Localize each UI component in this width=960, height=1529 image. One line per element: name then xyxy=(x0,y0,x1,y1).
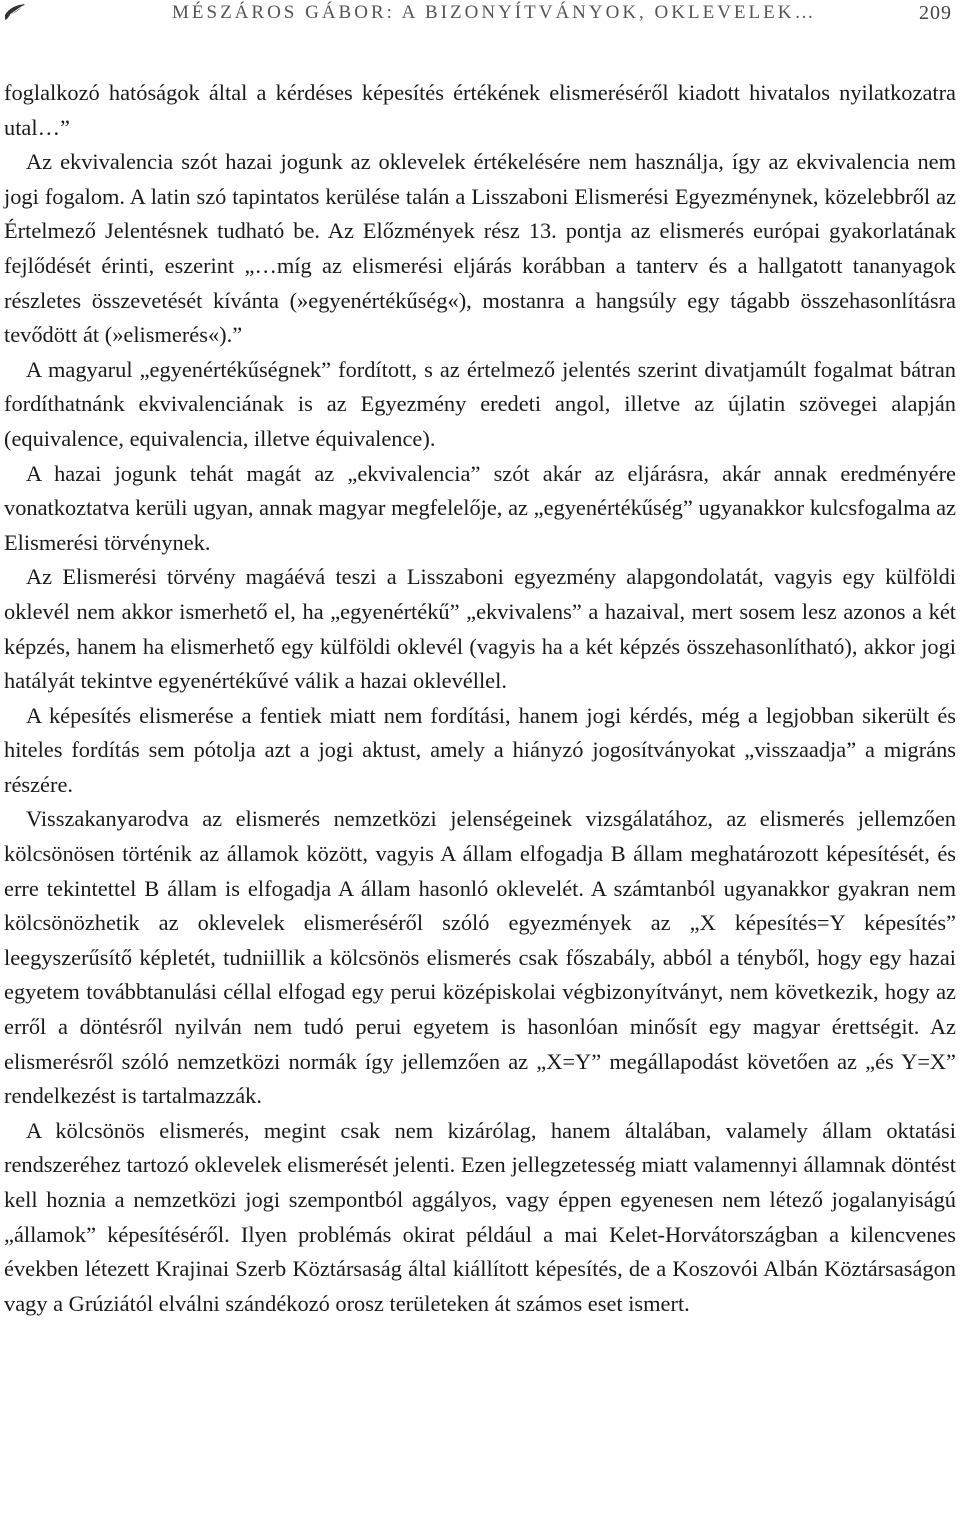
running-header xyxy=(0,0,960,30)
running-title: MÉSZÁROS GÁBOR: A BIZONYÍTVÁNYOK, OKLEVELEK… xyxy=(172,2,817,23)
body-text xyxy=(4,76,956,1321)
paragraph: A hazai jogunk tehát magát az „ekvivalencia” szót akár az eljárásra, akár annak eredményére vonatkoztatva kerüli ugyan, annak magyar megfelelője, az „egyenértékűség” ugyanakkor kulcsfogalma az Elismerési törvénynek. xyxy=(4,460,956,555)
paragraph: Az Elismerési törvény magáévá teszi a Lisszaboni egyezmény alapgondolatát, vagyis egy külföldi oklevél nem akkor ismerhető el, ha „egyenértékű” „ekvivalens” a hazaival, mert sosem lesz azonos a két képzés, hanem ha elismerhető egy külföldi oklevél (vagyis ha a két képzés összehasonlítható), akkor jogi hatályát tekintve egyenértékűvé válik a hazai oklevéllel. xyxy=(4,564,956,694)
paragraph: A magyarul „egyenértékűségnek” fordított, s az értelmező jelentés szerint divatjamúlt fogalmat bátran fordíthatnánk ekvivalenciának is az Egyezmény eredeti angol, illetve az újlatin szövegei alapján (equivalence, equivalencia, illetve équivalence). xyxy=(4,356,956,451)
paragraph: Az ekvivalencia szót hazai jogunk az oklevelek értékelésére nem használja, így az ekvivalencia nem jogi fogalom. A latin szó tapintatos kerülése talán a Lisszaboni Elismerési Egyezménynek, közelebbről az Értelmező Jelentésnek tudható be. Az Előzmények rész 13. pontja az elismerés európai gyakorlatának fejlődését érinti, eszerint „…míg az elismerési eljárás korábban a tanterv és a hallgatott tananyagok részletes összevetését kívánta (»egyenértékűség«), mostanra a hangsúly egy tágabb összehasonlításra tevődött át (»elismerés«).” xyxy=(4,149,956,348)
paragraph: A képesítés elismerése a fentiek miatt nem fordítási, hanem jogi kérdés, még a legjobban sikerült és hiteles fordítás sem pótolja azt a jogi aktust, amely a hiányzó jogosítványokat „visszaadja” a migráns részére. xyxy=(4,702,956,797)
paragraph: Visszakanyarodva az elismerés nemzetközi jelenségeinek vizsgálatához, az elismerés jellemzően kölcsönösen történik az államok között, vagyis A állam elfogadja B állam meghatározott képesítését, és erre tekintettel B állam is elfogadja A állam hasonló oklevelét. A számtanból ugyanakkor gyakran nem kölcsönözhetik az oklevelek elismeréséről szóló egyezmények az „X képesítés=Y képesítés” leegyszerűsítő képletét, tudniillik a kölcsönös elismerés csak főszabály, abból a tényből, hogy egy hazai egyetem továbbtanulási céllal elfogad egy perui középiskolai végbizonyítványt, nem következik, hogy az erről a döntésről nyilván nem tudó perui egyetem is hasonlóan minősít egy magyar érettségit. Az elismerésről szóló nemzetközi normák így jellemzően az „X=Y” megállapodást követően az „és Y=X” rendelkezést is tartalmazzák. xyxy=(4,806,956,1109)
page-number: 209 xyxy=(919,2,952,24)
paragraph: A kölcsönös elismerés, megint csak nem kizárólag, hanem általában, valamely állam oktatási rendszeréhez tartozó oklevelek elismerését jelenti. Ezen jellegzetesség miatt valamennyi államnak döntést kell hoznia a nemzetközi jogi szempontból aggályos, vagy éppen egyenesen nem létező jogalanyiságú „államok” képesítéséről. Ilyen problémás okirat például a mai Kelet-Horvátországban a kilencvenes években létezett Krajinai Szerb Köztársaság által kiállított képesítés, de a Koszovói Albán Köztársaságon vagy a Grúziától elválni szándékozó orosz területeken át számos eset ismert. xyxy=(4,1117,956,1316)
paragraph: foglalkozó hatóságok által a kérdéses képesítés értékének elismeréséről kiadott hivatalos nyilatkozatra utal…” xyxy=(4,80,956,140)
pen-nib-icon xyxy=(4,3,26,21)
